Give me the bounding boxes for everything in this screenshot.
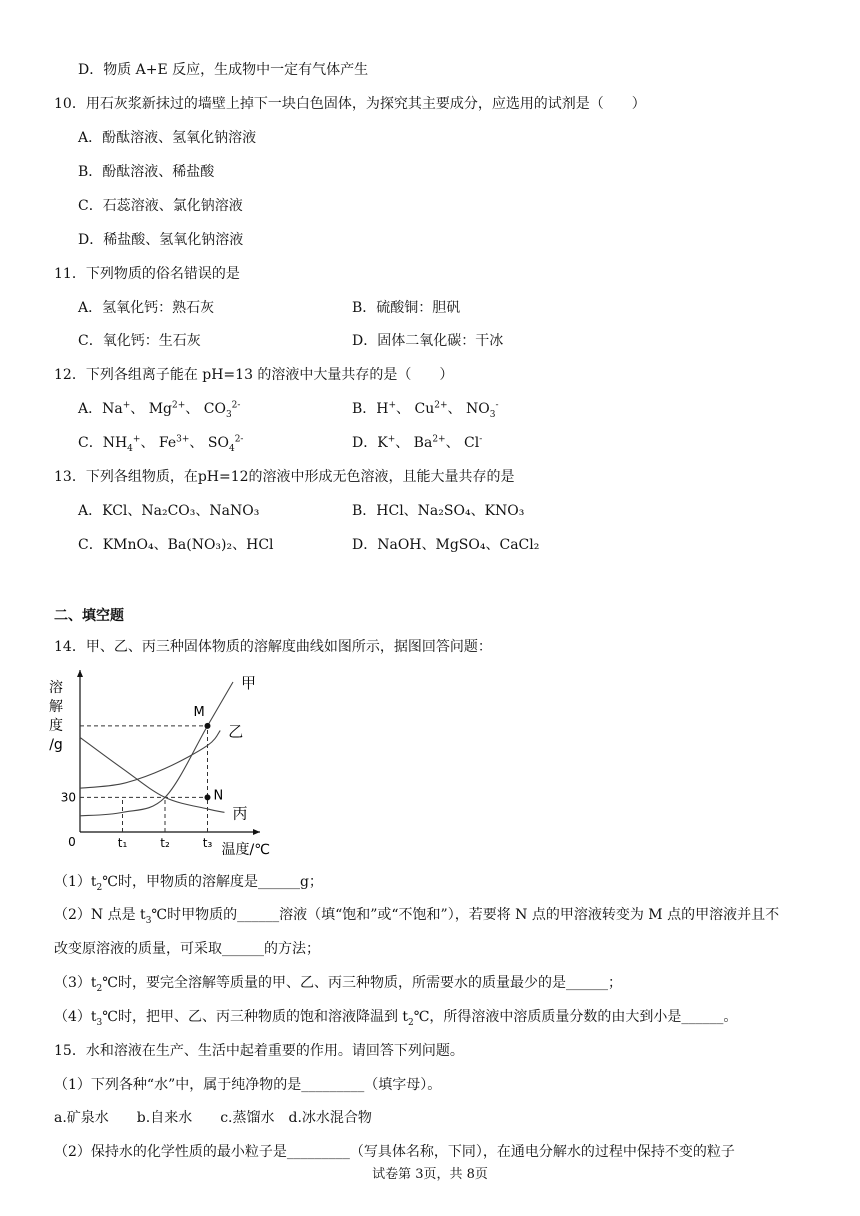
- chart-curves: [80, 682, 233, 816]
- x-axis-label: 温度/℃: [221, 842, 270, 858]
- series-label: 甲: [241, 674, 257, 692]
- q12-option-c: C．$NH_4^+$、 $Fe^{3+}$、 $SO_4^{2-}$: [78, 434, 244, 454]
- y-axis-label-char: 解: [49, 699, 63, 715]
- q14-part-2-cont: 改变原溶液的质量，可采取______的方法；: [54, 941, 320, 957]
- series-label: 丙: [232, 804, 248, 823]
- x-axis-arrow: [253, 829, 260, 835]
- y-tick-label: 30: [60, 790, 76, 805]
- point-M: [205, 723, 211, 729]
- point-label: M: [193, 704, 205, 720]
- q15-part-2: （2）保持水的化学性质的最小粒子是_________（写具体名称，下同），在通电分解水的过程中保持不变的粒子: [54, 1144, 735, 1160]
- q11-option-d: D．固体二氧化碳：干冰: [352, 333, 504, 349]
- q14-part-2: （2）N 点是 $t_3℃$时甲物质的______溶液（填“饱和”或“不饱和”），若要将 N 点的甲溶液转变为 M 点的甲溶液并且不: [54, 907, 780, 926]
- x-tick-label: t₁: [117, 836, 128, 850]
- q10-option-c: C．石蕊溶液、氯化钠溶液: [78, 198, 243, 214]
- curve-乙: [80, 730, 220, 788]
- q12-option-d: D．K+、 $Ba^{2+}$、 Cl-: [352, 434, 483, 451]
- q11-option-c: C．氧化钙：生石灰: [78, 333, 201, 349]
- q12-option-a: A．Na+、 $Mg^{2+}$、 $CO_3^{2-}$: [78, 400, 241, 420]
- y-axis-label-char: 度: [49, 718, 63, 734]
- question-13: 13．下列各组物质，在pH=12的溶液中形成无色溶液，且能大量共存的是: [54, 469, 515, 485]
- q12-option-b: B．H+、 $Cu^{2+}$、 $NO_3^-$: [352, 400, 499, 420]
- chart-labels: [49, 674, 270, 858]
- point-label: N: [213, 788, 224, 804]
- q13-option-d: D．NaOH、MgSO₄、CaCl₂: [352, 537, 540, 553]
- origin-label: 0: [68, 835, 76, 849]
- q14-part-4: $(4)t_3℃$时，把甲、乙、丙三种物质的饱和溶液降温到 $t_2℃$，所得溶液中溶质质量分数的由大到小是______。: [54, 1009, 738, 1028]
- q11-option-a: A．氢氧化钙：熟石灰: [78, 300, 215, 316]
- section-title: 二、填空题: [54, 608, 124, 624]
- question-11: 11．下列物质的俗名错误的是: [54, 266, 240, 282]
- q9-option-d: D．物质 A+E 反应，生成物中一定有气体产生: [78, 62, 369, 78]
- q11-option-b: B．硫酸铜：胆矾: [352, 300, 461, 316]
- q15-part-1: （1）下列各种“水”中，属于纯净物的是_________（填字母）。: [54, 1077, 442, 1093]
- point-N: [205, 794, 211, 800]
- x-tick-label: t₃: [202, 836, 213, 850]
- q14-part-1: $(1)t_2℃$时，甲物质的溶解度是______g；: [54, 874, 323, 893]
- y-axis-arrow: [77, 670, 83, 677]
- q13-option-a: A．KCl、Na₂CO₃、NaNO₃: [78, 503, 260, 519]
- y-axis-label-char: /g: [49, 737, 63, 753]
- question-15: 15．水和溶液在生产、生活中起着重要的作用。请回答下列问题。: [54, 1043, 464, 1059]
- question-12: 12．下列各组离子能在 pH=13 的溶液中大量共存的是（ ）: [54, 367, 454, 383]
- q13-option-c: C．KMnO₄、Ba(NO₃)₂、HCl: [78, 537, 274, 553]
- q10-option-d: D．稀盐酸、氢氧化钠溶液: [78, 232, 244, 248]
- q14-part-3: $(3)t_2℃$时，要完全溶解等质量的甲、乙、丙三种物质，所需要水的质量最少的是______；: [54, 975, 622, 994]
- y-axis-label-char: 溶: [49, 680, 63, 696]
- question-10: 10．用石灰浆新抹过的墙壁上掉下一块白色固体，为探究其主要成分，应选用的试剂是（ ）: [54, 96, 646, 112]
- curve-甲: [80, 682, 233, 816]
- page-footer: 试卷第 3页，共 8页: [372, 1167, 488, 1182]
- series-label: 乙: [228, 722, 244, 741]
- chart-guides: [80, 726, 208, 832]
- q10-option-b: B．酚酞溶液、稀盐酸: [78, 164, 215, 180]
- question-14: 14．甲、乙、丙三种固体物质的溶解度曲线如图所示，据图回答问题：: [54, 639, 492, 655]
- solubility-chart: [44, 662, 270, 860]
- q13-option-b: B．HCl、Na₂SO₄、KNO₃: [352, 503, 525, 519]
- q10-option-a: A．酚酞溶液、氢氧化钠溶液: [78, 130, 257, 146]
- x-tick-label: t₂: [160, 836, 170, 850]
- q15-options: a.矿泉水 b.自来水 c.蒸馏水 d.冰水混合物: [54, 1110, 372, 1126]
